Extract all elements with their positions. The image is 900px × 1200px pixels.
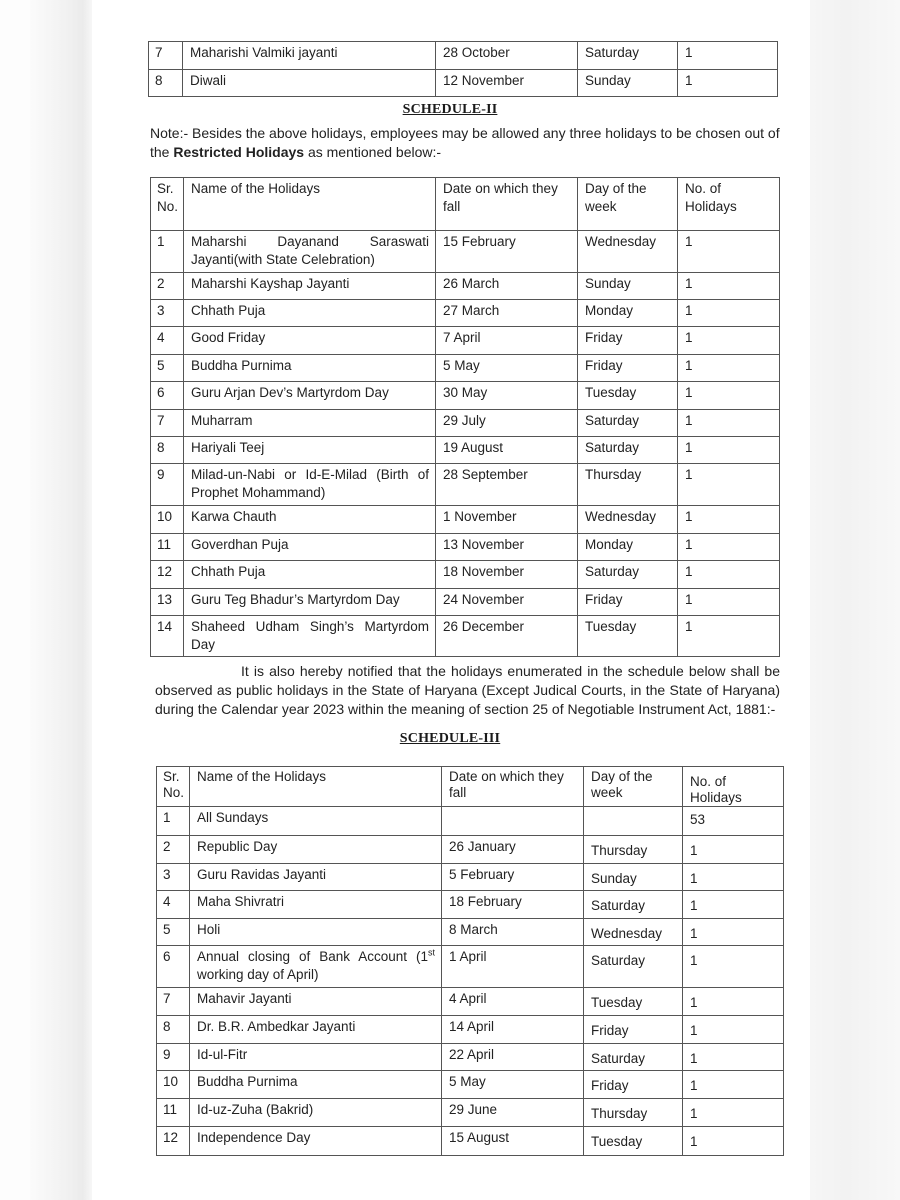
cell-date: 15 August	[442, 1127, 584, 1156]
table-row	[151, 355, 780, 382]
cell-date: 12 November	[436, 70, 578, 97]
table-row	[151, 273, 780, 300]
cell-day: Thursday	[578, 464, 678, 506]
cell-holiday-name: Muharram	[184, 410, 436, 437]
cell-day: Thursday	[584, 836, 683, 864]
cell-day: Tuesday	[584, 1127, 683, 1156]
cell-sr-no: 7	[149, 42, 183, 70]
cell-date: 29 July	[436, 410, 578, 437]
cell-day	[584, 807, 683, 836]
cell-sr-no: 8	[149, 70, 183, 97]
note-restricted-holidays: Restricted Holidays	[173, 144, 305, 160]
cell-sr-no: 5	[151, 355, 184, 382]
cell-holiday-name: Independence Day	[190, 1127, 442, 1156]
cell-sr-no: 13	[151, 589, 184, 616]
cell-count: 1	[678, 273, 780, 300]
cell-sr-no: 1	[157, 807, 190, 836]
note-suffix: as mentioned below:-	[304, 144, 442, 160]
table-row	[157, 1099, 784, 1127]
table-row	[151, 300, 780, 327]
cell-date: 8 March	[442, 919, 584, 946]
cell-day: Friday	[578, 355, 678, 382]
table-row	[149, 42, 778, 70]
cell-sr-no: 7	[157, 988, 190, 1016]
cell-day: Saturday	[584, 1044, 683, 1071]
cell-holiday-name: Maha Shivratri	[190, 891, 442, 919]
cell-holiday-name: Chhath Puja	[184, 561, 436, 589]
cell-date: 18 November	[436, 561, 578, 589]
table-row	[151, 589, 780, 616]
cell-sr-no: 9	[151, 464, 184, 506]
cell-count: 1	[683, 836, 784, 864]
cell-day: Saturday	[584, 946, 683, 988]
table-row	[157, 807, 784, 836]
schedule-2-table	[150, 177, 780, 657]
cell-holiday-name: Holi	[190, 919, 442, 946]
table-row	[157, 1016, 784, 1044]
cell-date: 5 May	[442, 1071, 584, 1099]
table-header-row	[151, 178, 780, 231]
cell-holiday-name: Id-ul-Fitr	[190, 1044, 442, 1071]
table-row	[151, 464, 780, 506]
cell-count: 1	[683, 988, 784, 1016]
table-row	[151, 410, 780, 437]
schedule-3-heading: SCHEDULE-III	[399, 731, 501, 746]
cell-date: 5 February	[442, 864, 584, 891]
cell-count: 1	[683, 1127, 784, 1156]
header-sr-no: Sr. No.	[151, 178, 184, 231]
cell-count: 1	[678, 464, 780, 506]
table-row	[157, 1071, 784, 1099]
table-row	[151, 616, 780, 657]
cell-date: 30 May	[436, 382, 578, 410]
cell-sr-no: 9	[157, 1044, 190, 1071]
cell-holiday-name: Good Friday	[184, 327, 436, 355]
cell-count: 1	[683, 1071, 784, 1099]
cell-date: 24 November	[436, 589, 578, 616]
table-row	[157, 919, 784, 946]
cell-day: Saturday	[578, 42, 678, 70]
cell-holiday-name: Mahavir Jayanti	[190, 988, 442, 1016]
schedule-2-heading: SCHEDULE-II	[402, 102, 498, 117]
table-row	[151, 561, 780, 589]
cell-holiday-name: Buddha Purnima	[184, 355, 436, 382]
cell-date: 26 January	[442, 836, 584, 864]
cell-holiday-name: Maharishi Valmiki jayanti	[183, 42, 436, 70]
cell-day: Friday	[584, 1071, 683, 1099]
cell-count: 1	[678, 561, 780, 589]
cell-holiday-name-text: Annual closing of Bank Account (1	[197, 949, 428, 964]
table-row	[151, 327, 780, 355]
cell-date: 28 September	[436, 464, 578, 506]
table-header-row	[157, 767, 784, 807]
page-shadow-right	[810, 0, 900, 1200]
cell-count: 1	[683, 891, 784, 919]
cell-count: 1	[678, 42, 778, 70]
cell-count: 1	[678, 300, 780, 327]
cell-count: 1	[678, 355, 780, 382]
table-row	[151, 231, 780, 273]
table-row	[151, 534, 780, 561]
cell-sr-no: 7	[151, 410, 184, 437]
cell-day: Tuesday	[578, 616, 678, 657]
table-row	[157, 946, 784, 988]
cell-day: Tuesday	[578, 382, 678, 410]
header-name: Name of the Holidays	[190, 767, 442, 807]
cell-holiday-name: Id-uz-Zuha (Bakrid)	[190, 1099, 442, 1127]
cell-sr-no: 12	[157, 1127, 190, 1156]
cell-sr-no: 3	[157, 864, 190, 891]
cell-sr-no: 10	[157, 1071, 190, 1099]
cell-sr-no: 10	[151, 506, 184, 534]
cell-sr-no: 2	[157, 836, 190, 864]
cell-date: 22 April	[442, 1044, 584, 1071]
cell-day: Monday	[578, 534, 678, 561]
cell-day: Saturday	[578, 561, 678, 589]
cell-date: 29 June	[442, 1099, 584, 1127]
table-row	[157, 864, 784, 891]
cell-day: Friday	[584, 1016, 683, 1044]
table-row	[157, 891, 784, 919]
header-count: No. of Holidays	[678, 178, 780, 231]
cell-sr-no: 6	[157, 946, 190, 988]
cell-count: 1	[683, 1044, 784, 1071]
cell-date: 26 March	[436, 273, 578, 300]
cell-sr-no: 5	[157, 919, 190, 946]
cell-sr-no: 3	[151, 300, 184, 327]
cell-sr-no: 8	[151, 437, 184, 464]
schedule-1-continuation-table	[148, 41, 778, 97]
notification-paragraph	[155, 662, 780, 719]
cell-count: 1	[678, 616, 780, 657]
cell-date: 4 April	[442, 988, 584, 1016]
cell-holiday-name: Buddha Purnima	[190, 1071, 442, 1099]
cell-date: 7 April	[436, 327, 578, 355]
cell-day: Friday	[578, 327, 678, 355]
cell-holiday-name: Guru Arjan Dev’s Martyrdom Day	[184, 382, 436, 410]
cell-sr-no: 6	[151, 382, 184, 410]
schedule-2-note	[150, 124, 780, 162]
cell-day: Wednesday	[578, 506, 678, 534]
cell-date: 26 December	[436, 616, 578, 657]
cell-count: 1	[678, 506, 780, 534]
cell-count: 1	[678, 437, 780, 464]
cell-count: 1	[678, 589, 780, 616]
cell-day: Saturday	[584, 891, 683, 919]
table-row	[151, 437, 780, 464]
cell-count: 1	[678, 382, 780, 410]
header-day: Day of the week	[578, 178, 678, 231]
cell-holiday-name: Guru Teg Bhadur’s Martyrdom Day	[184, 589, 436, 616]
cell-day: Wednesday	[578, 231, 678, 273]
cell-day: Sunday	[578, 273, 678, 300]
schedule-3-table	[156, 766, 784, 1156]
cell-count: 1	[683, 946, 784, 988]
cell-count: 1	[683, 919, 784, 946]
cell-date	[442, 807, 584, 836]
cell-date: 1 April	[442, 946, 584, 988]
cell-count: 1	[678, 231, 780, 273]
note-prefix: Note:- Besides the above holidays, employees may be allowed any three holidays to be chosen out of the	[150, 125, 780, 160]
cell-day: Wednesday	[584, 919, 683, 946]
cell-holiday-name-rest: working day of April)	[197, 967, 319, 982]
cell-holiday-name: Hariyali Teej	[184, 437, 436, 464]
cell-count: 1	[683, 1016, 784, 1044]
cell-sr-no: 4	[151, 327, 184, 355]
table-row	[157, 836, 784, 864]
cell-holiday-name: All Sundays	[190, 807, 442, 836]
header-day: Day of the week	[584, 767, 683, 807]
cell-sr-no: 4	[157, 891, 190, 919]
cell-sr-no: 8	[157, 1016, 190, 1044]
cell-day: Saturday	[578, 437, 678, 464]
cell-day: Monday	[578, 300, 678, 327]
cell-date: 15 February	[436, 231, 578, 273]
cell-count: 1	[678, 534, 780, 561]
cell-holiday-name: Goverdhan Puja	[184, 534, 436, 561]
header-count: No. of Holidays	[683, 767, 784, 807]
header-date: Date on which they fall	[442, 767, 584, 807]
cell-date: 1 November	[436, 506, 578, 534]
cell-day: Thursday	[584, 1099, 683, 1127]
cell-day: Sunday	[584, 864, 683, 891]
cell-holiday-name: Diwali	[183, 70, 436, 97]
table-row	[157, 1127, 784, 1156]
notification-text: It is also hereby notified that the holidays enumerated in the schedule below shall be observed as public holidays in the State of Haryana (Except Judical Courts, in the State of Haryana) during the Calendar year 2023 within the meaning of section 25 of Negotiable Instrument Act, 1881:-	[155, 663, 780, 717]
cell-count: 1	[683, 864, 784, 891]
cell-sr-no: 14	[151, 616, 184, 657]
cell-date: 28 October	[436, 42, 578, 70]
cell-day: Saturday	[578, 410, 678, 437]
table-row	[149, 70, 778, 97]
ordinal-suffix: st	[427, 947, 435, 958]
cell-count: 1	[678, 70, 778, 97]
table-row	[157, 988, 784, 1016]
cell-day: Tuesday	[584, 988, 683, 1016]
cell-holiday-name: Dr. B.R. Ambedkar Jayanti	[190, 1016, 442, 1044]
cell-holiday-name: Chhath Puja	[184, 300, 436, 327]
cell-holiday-name: Milad-un-Nabi or Id-E-Milad (Birth of Prophet Mohammand)	[184, 464, 436, 506]
cell-holiday-name: Guru Ravidas Jayanti	[190, 864, 442, 891]
table-row	[151, 382, 780, 410]
cell-sr-no: 11	[151, 534, 184, 561]
cell-count: 53	[683, 807, 784, 836]
cell-count: 1	[678, 327, 780, 355]
cell-count: 1	[683, 1099, 784, 1127]
header-sr-no: Sr. No.	[157, 767, 190, 807]
cell-sr-no: 12	[151, 561, 184, 589]
cell-sr-no: 1	[151, 231, 184, 273]
cell-holiday-name	[190, 946, 442, 988]
cell-date: 14 April	[442, 1016, 584, 1044]
cell-count: 1	[678, 410, 780, 437]
table-row	[151, 506, 780, 534]
cell-day: Friday	[578, 589, 678, 616]
table-row	[157, 1044, 784, 1071]
cell-holiday-name: Shaheed Udham Singh’s Martyrdom Day	[184, 616, 436, 657]
cell-holiday-name: Maharshi Kayshap Jayanti	[184, 273, 436, 300]
cell-date: 18 February	[442, 891, 584, 919]
cell-date: 13 November	[436, 534, 578, 561]
cell-date: 5 May	[436, 355, 578, 382]
header-name: Name of the Holidays	[184, 178, 436, 231]
header-date: Date on which they fall	[436, 178, 578, 231]
cell-sr-no: 11	[157, 1099, 190, 1127]
cell-holiday-name: Republic Day	[190, 836, 442, 864]
page-shadow-left	[30, 0, 92, 1200]
cell-date: 19 August	[436, 437, 578, 464]
cell-sr-no: 2	[151, 273, 184, 300]
cell-day: Sunday	[578, 70, 678, 97]
cell-holiday-name: Maharshi Dayanand Saraswati Jayanti(with State Celebration)	[184, 231, 436, 273]
cell-date: 27 March	[436, 300, 578, 327]
cell-holiday-name: Karwa Chauth	[184, 506, 436, 534]
